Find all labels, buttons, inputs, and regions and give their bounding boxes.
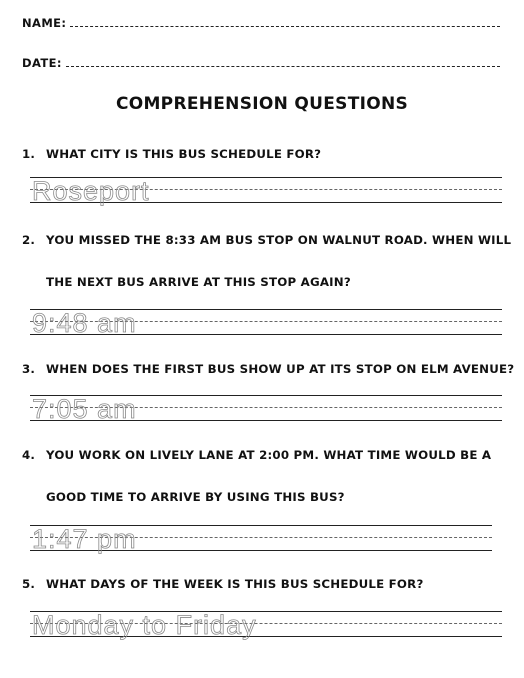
page-title: COMPREHENSION QUESTIONS xyxy=(115,94,409,114)
name-label: NAME: xyxy=(22,16,67,30)
question-text: GOOD TIME TO ARRIVE BY USING THIS BUS? xyxy=(46,490,345,504)
answer-text: 1:47 pm xyxy=(32,524,137,554)
question-4-continued xyxy=(22,490,504,504)
name-row xyxy=(22,16,500,30)
question-5 xyxy=(22,577,504,591)
answer-text: Roseport xyxy=(32,176,150,206)
question-number: 2. xyxy=(22,233,36,247)
date-row xyxy=(22,56,500,70)
answer-text: 7:05 am xyxy=(32,394,137,424)
question-4 xyxy=(22,448,504,462)
question-text: YOU WORK ON LIVELY LANE AT 2:00 PM. WHAT TIME WOULD BE A xyxy=(46,448,492,462)
answer-4[interactable] xyxy=(30,525,492,555)
question-3 xyxy=(22,362,515,376)
question-text: YOU MISSED THE 8:33 AM BUS STOP ON WALNUT ROAD. WHEN WILL xyxy=(46,233,512,247)
question-text: WHEN DOES THE FIRST BUS SHOW UP AT ITS STOP ON ELM AVENUE? xyxy=(46,362,515,376)
answer-1[interactable] xyxy=(30,177,502,207)
answer-text: Monday to Friday xyxy=(32,610,257,640)
question-text: WHAT CITY IS THIS BUS SCHEDULE FOR? xyxy=(46,147,322,161)
question-text: WHAT DAYS OF THE WEEK IS THIS BUS SCHEDULE FOR? xyxy=(46,577,424,591)
question-number: 3. xyxy=(22,362,36,376)
answer-2[interactable] xyxy=(30,309,502,339)
question-number: 4. xyxy=(22,448,36,462)
answer-text: 9:48 am xyxy=(32,308,137,338)
question-1 xyxy=(22,147,504,161)
date-field[interactable] xyxy=(66,66,500,67)
answer-5[interactable] xyxy=(30,611,502,641)
date-label: DATE: xyxy=(22,56,62,70)
question-2-continued xyxy=(22,275,504,289)
question-number: 1. xyxy=(22,147,36,161)
answer-3[interactable] xyxy=(30,395,502,425)
name-field[interactable] xyxy=(70,26,500,27)
question-number: 5. xyxy=(22,577,36,591)
question-text: THE NEXT BUS ARRIVE AT THIS STOP AGAIN? xyxy=(46,275,351,289)
question-2 xyxy=(22,233,512,247)
